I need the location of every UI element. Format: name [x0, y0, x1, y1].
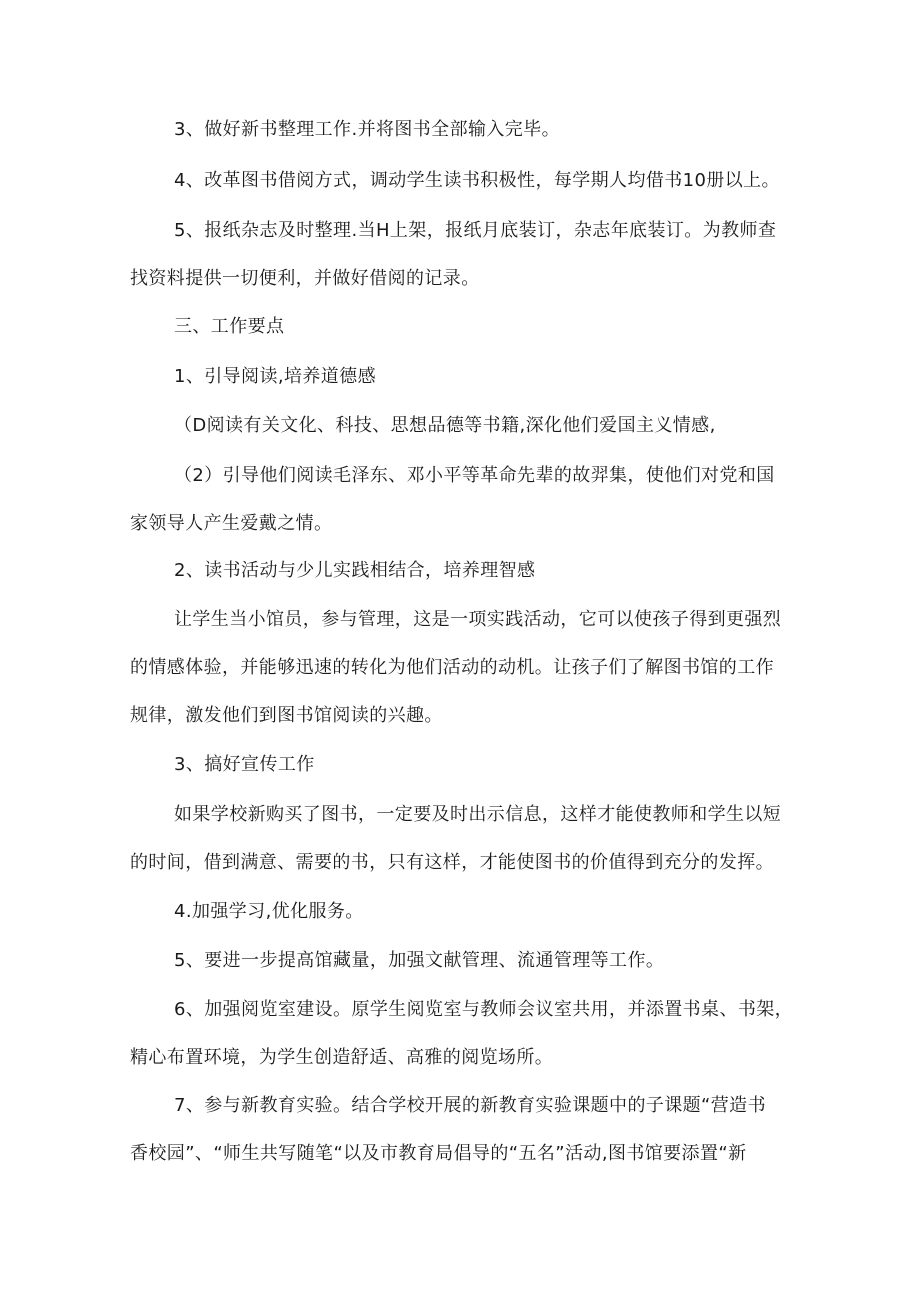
text-line: 1、引导阅读,培养道德感 — [174, 366, 376, 387]
text-line: 4.加强学习,优化服务。 — [174, 901, 364, 922]
paragraph — [130, 106, 810, 154]
paragraph — [130, 1082, 810, 1178]
paragraph — [130, 402, 810, 450]
text-line: 3、搞好宣传工作 — [174, 754, 315, 775]
text-line: 5、报纸杂志及时整理.当H上架，报纸月底装订，杂志年底装订。为教师查 — [174, 220, 777, 241]
text-line: （D阅读有关文化、科技、思想品德等书籍,深化他们爱国主义情感, — [174, 415, 716, 436]
paragraph — [130, 207, 810, 303]
text-line: 3、做好新书整理工作.并将图书全部输入完毕。 — [174, 119, 560, 140]
text-line: 三、工作要点 — [174, 316, 285, 337]
paragraph — [130, 791, 810, 887]
text-line: 精心布置环境，为学生创造舒适、高雅的阅览场所。 — [130, 1047, 554, 1068]
text-line: 4、改革图书借阅方式，调动学生读书积极性，每学期人均借书10册以上。 — [174, 170, 780, 191]
text-line: 规律，激发他们到图书馆阅读的兴趣。 — [130, 705, 443, 726]
paragraph — [130, 452, 810, 548]
text-line: 5、要进一步提高馆藏量，加强文献管理、流通管理等工作。 — [174, 950, 665, 971]
text-line: 2、读书活动与少儿实践相结合，培养理智感 — [174, 560, 536, 581]
text-line: 6、加强阅览室建设。原学生阅览室与教师会议室共用，并添置书桌、书架， — [174, 999, 794, 1020]
paragraph — [130, 596, 810, 740]
text-line: 香校园”、“师生共写随笔“以及市教育局倡导的“五名”活动,图书馆要添置“新 — [130, 1143, 747, 1164]
text-line: 的时间，借到满意、需要的书，只有这样，才能使图书的价值得到充分的发挥。 — [130, 852, 774, 873]
text-line: （2）引导他们阅读毛泽东、邓小平等革命先辈的故羿集，使他们对党和国 — [174, 465, 775, 486]
subheading — [130, 888, 810, 936]
paragraph — [130, 937, 810, 985]
text-line: 7、参与新教育实验。结合学校开展的新教育实验课题中的子课题“营造书 — [174, 1095, 766, 1116]
subheading — [130, 741, 810, 789]
text-line: 找资料提供一切便利，并做好借阅的记录。 — [130, 268, 480, 289]
section-heading — [130, 303, 810, 351]
text-line: 的情感体验，并能够迅速的转化为他们活动的动机。让孩子们了解图书馆的工作 — [130, 657, 774, 678]
text-line: 家领导人产生爱戴之情。 — [130, 513, 333, 534]
paragraph — [130, 157, 810, 205]
subheading — [130, 353, 810, 401]
text-line: 让学生当小馆员，参与管理，这是一项实践活动，它可以使孩子得到更强烈 — [174, 609, 782, 630]
subheading — [130, 547, 810, 595]
text-line: 如果学校新购买了图书，一定要及时出示信息，这样才能使教师和学生以短 — [174, 804, 782, 825]
paragraph — [130, 986, 810, 1082]
